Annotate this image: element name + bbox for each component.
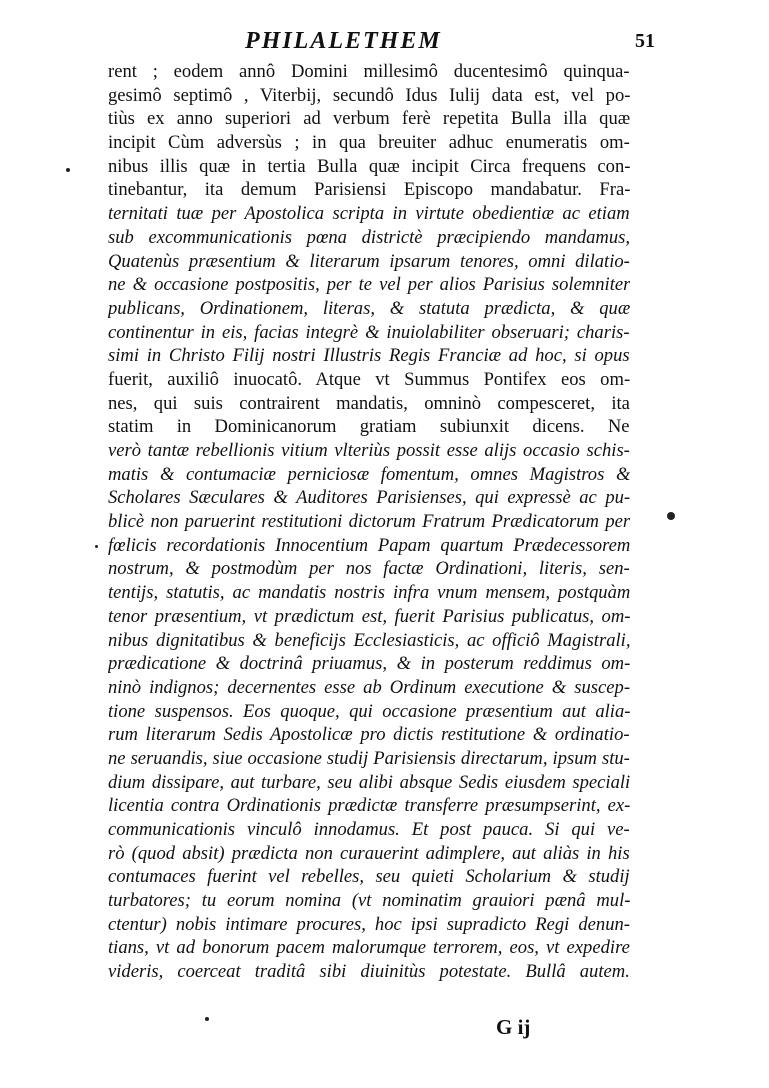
text-line: sub excommunicationis pœna districtè præcipiendo mandamus,: [108, 226, 630, 248]
text-line: dium dissipare, aut turbare, seu alibi absque Sedis eiusdem speciali: [108, 771, 630, 793]
text-line: prædicatione & doctrinâ priuamus, & in posterum reddimus om-: [108, 653, 630, 675]
text-line: tentijs, statutis, ac mandatis nostris infra vnum mensem, postquàm: [108, 582, 630, 604]
text-line: rum literarum Sedis Apostolicæ pro dictis restitutione & ordinatio-: [108, 724, 630, 746]
text-line: ctentur) nobis intimare procures, hoc ipsi supradicto Regi denun-: [108, 913, 630, 935]
running-head: PHILALETHEM: [245, 28, 442, 54]
ink-speck: [66, 168, 70, 172]
text-line: tiùs ex anno superiori ad verbum ferè repetita Bulla illa quæ: [108, 108, 630, 130]
text-line: ninò indignos; decernentes esse ab Ordinum executione & suscep-: [108, 676, 630, 698]
ink-speck: [667, 512, 675, 520]
text-line: gesimô septimô , Viterbij, secundô Idus Iulij data est, vel po-: [108, 84, 630, 106]
text-line: ternitati tuæ per Apostolica scripta in virtute obedientiæ ac etiam: [108, 203, 630, 225]
page-header: [95, 28, 655, 58]
text-line: tians, vt ad bonorum pacem malorumque terrorem, eos, vt expedire: [108, 937, 630, 959]
text-line: statim in Dominicanorum gratiam subiunxit dicens. Ne: [108, 416, 630, 438]
text-line: rent ; eodem annô Domini millesimô ducentesimô quinqua-: [108, 61, 630, 82]
text-line: fœlicis recordationis Innocentium Papam quartum Prædecessorem: [108, 534, 630, 556]
text-line: tinebantur, ita demum Parisiensi Episcopo mandabatur. Fra-: [108, 179, 630, 201]
text-line: fuerit, auxiliô inuocatô. Atque vt Summus Pontifex eos om-: [108, 368, 630, 390]
text-line: matis & contumaciæ perniciosæ fomentum, omnes Magistros &: [108, 463, 630, 485]
ink-speck: [205, 1017, 209, 1021]
text-line: tenor præsentium, vt prædictum est, fuerit Parisius publicatus, om-: [108, 605, 630, 627]
signature-mark: G ij: [496, 1015, 531, 1039]
text-line: continentur in eis, facias integrè & inuiolabiliter obseruari; charis-: [108, 321, 630, 343]
page-number: 51: [635, 30, 655, 52]
text-line: nibus dignitatibus & beneficijs Ecclesiasticis, ac officiô Magistrali,: [108, 629, 630, 651]
text-line: ne & occasione postpositis, per te vel per alios Parisius solemniter: [108, 274, 630, 296]
text-line: rò (quod absit) prædicta non curauerint adimplere, aut aliàs in his: [108, 842, 630, 864]
text-line: videris, coerceat traditâ sibi diuinitùs potestate. Bullâ autem.: [108, 961, 630, 983]
text-line: simi in Christo Filij nostri Illustris Regis Franciæ ad hoc, si opus: [108, 345, 630, 367]
body-text: [108, 60, 630, 984]
text-line: nes, qui suis contrairent mandatis, omninò compesceret, ita: [108, 392, 630, 414]
text-line: Quatenùs præsentium & literarum ipsarum tenores, omni dilatio-: [108, 250, 630, 272]
text-line: licentia contra Ordinationis prædictæ transferre præsumpserint, ex-: [108, 795, 630, 817]
text-line: turbatores; tu eorum nomina (vt nominatim grauiori pænâ mul-: [108, 890, 630, 912]
text-line: communicationis vinculô innodamus. Et post pauca. Si qui ve-: [108, 819, 630, 840]
text-line: ne seruandis, siue occasione studij Parisiensis directarum, ipsum stu-: [108, 747, 630, 769]
text-line: verò tantæ rebellionis vitium vlteriùs possit esse alijs occasio schis-: [108, 440, 630, 461]
text-line: publicans, Ordinationem, literas, & statuta prædicta, & quæ: [108, 297, 630, 319]
text-line: nibus illis quæ in tertia Bulla quæ incipit Circa frequens con-: [108, 155, 630, 177]
text-line: incipit Cùm adversùs ; in qua breuiter adhuc enumeratis om-: [108, 132, 630, 154]
text-line: contumaces fuerint vel rebelles, seu quieti Scholarium & studij: [108, 866, 630, 888]
text-line: Scholares Sæculares & Auditores Parisienses, qui expressè ac pu-: [108, 487, 630, 509]
text-line: blicè non paruerint restitutioni dictorum Fratrum Prædicatorum per: [108, 511, 630, 533]
ink-speck: [95, 545, 98, 548]
text-line: tione suspensos. Eos quoque, qui occasione præsentium aut alia-: [108, 700, 630, 722]
text-line: nostrum, & postmodùm per nos factæ Ordinationi, literis, sen-: [108, 558, 630, 580]
